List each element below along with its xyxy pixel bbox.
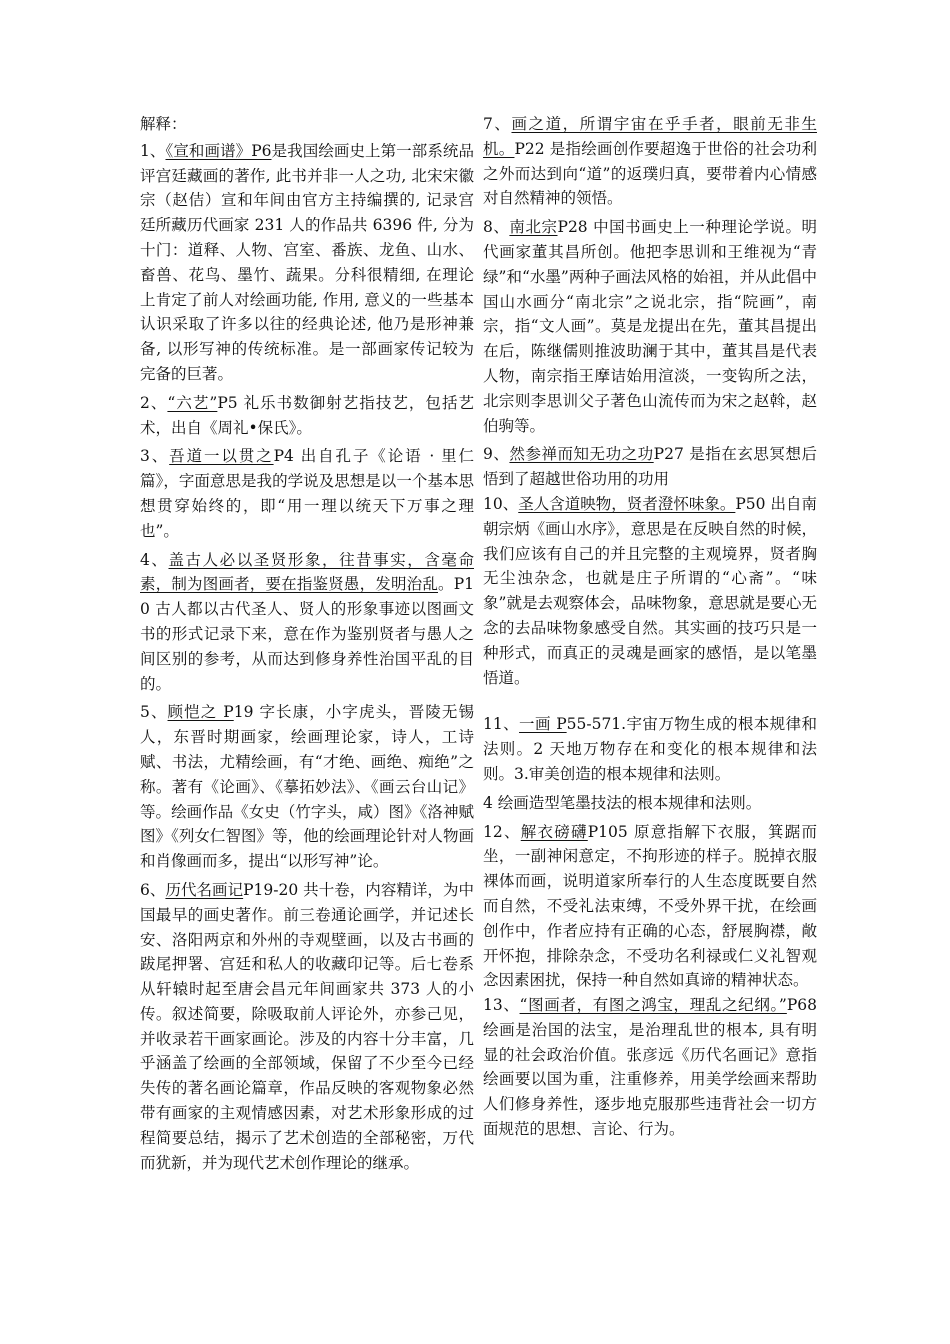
entry-5 <box>140 700 474 874</box>
entry-text: 是我国绘画史上第一部系统品评宫廷藏画的著作, 此书并非一人之功, 北宋宋徽宗（赵佶）宣和年间由官方主持编撰的, 记录宫廷所藏历代画家 231 人的作品共 6396 件, 分为十门：道释、人物、宫室、番族、龙鱼、山水、畜兽、花鸟、墨竹、蔬果。分科很精细, 在理论上肯定了前人对绘画功能, 作用, 意义的一些基本认识采取了许多以往的经典论述, 他乃是形神兼备, 以形写神的传统标准。是一部画家传记较为完备的巨著。 <box>140 141 474 383</box>
entry-number: 4、 <box>140 550 169 569</box>
entry-12 <box>483 820 817 994</box>
entry-7 <box>483 112 817 211</box>
entry-term: 顾恺之 P <box>167 703 234 722</box>
entry-text: P5 礼乐书数御射艺指技艺，包括艺术，出自《周礼•保氏》。 <box>140 393 474 437</box>
entry-text: P27 是指在玄思冥想后悟到了超越世俗功用的功用 <box>483 445 817 489</box>
entry-number: 7、 <box>483 115 512 133</box>
entry-term: 然参禅而知无功之功 <box>509 445 654 464</box>
entry-number: 12、 <box>483 822 521 841</box>
entry-number: 3、 <box>140 447 170 466</box>
entry-3 <box>140 444 474 543</box>
entry-9 <box>483 442 817 492</box>
right-column <box>483 112 817 1142</box>
entry-number: 6、 <box>140 880 166 899</box>
entry-term: “图画者，有图之鸿宝，理乱之纪纲。” <box>519 996 787 1015</box>
entry-number: 1、 <box>140 141 166 160</box>
entry-number: 13、 <box>483 996 520 1015</box>
entry-term: 画之道，所谓宇宙在乎手者，眼前无非生机。 <box>483 115 817 158</box>
entry-term: 盖古人必以圣贤形象，往昔事实，含毫命素，制为图画者，要在指鉴贤愚，发明治乱 <box>140 550 474 594</box>
entry-text: P105 原意指解下衣服，箕踞而坐，一副神闲意定，不拘形迹的样子。脱掉衣服裸体而画，说明道家所奉行的人生态度既要自然而自然，不受礼法束缚，不受外界干扰，在绘画创作中，作者应持有正确的心态，舒展胸襟，敞开怀抱，排除杂念，不受功名利禄或仁义礼智观念因素困扰，保持一种自然如真谛的精神状态。 <box>483 822 817 990</box>
entry-term: “六艺” <box>167 393 218 412</box>
entry-text: P28 中国书画史上一种理论学说。明代画家董其昌所创。他把李思训和王维视为“青绿”和“水墨”两种子画法风格的始祖，并从此倡中国山水画分“南北宗”之说北宗，指“院画”，南宗，指“文人画”。莫是龙提出在先，董其昌提出在后，陈继儒则推波助澜于其中，董其昌是代表人物，南宗指王摩诘始用渲淡，一变钩所之法，北宗则李思训父子著色山流传而为宋之赵斡，赵伯驹等。 <box>483 218 817 435</box>
entry-number: 5、 <box>140 703 168 722</box>
entry-term: 吾道一以贯之 <box>169 447 274 466</box>
entry-number: 9、 <box>483 445 510 464</box>
entry-text: P4 出自孔子《论语 · 里仁篇》，字面意思是我的学说及思想是以一个基本思想贯穿始终的，即“用一理以统天下万事之理也”。 <box>140 447 474 540</box>
entry-text: P19-20 共十卷，内容精详，为中国最早的画史著作。前三卷通论画学，并记述长安、洛阳两京和外州的寺观壁画，以及古书画的跋尾押署、宫廷和私人的收藏印记等。后七卷系从轩辕时起至唐会昌元年间画家共 373 人的小传。叙述简要，除吸取前人评论外，亦参己见，并收录若干画家画论。涉及的内容十分丰富，几乎涵盖了绘画的全部领域，保留了不少至今已经失传的著名画论篇章，作品反映的客观物象必然带有画家的主观情感因素，对艺术形象形成的过程简要总结，揭示了艺术创造的全部秘密，万代而犹新，并为现代艺术创作理论的继承。 <box>140 880 474 1172</box>
entry-1 <box>140 139 474 387</box>
entry-number: 10、 <box>483 494 519 513</box>
entry-text: 55-571.宇宙万物生成的根本规律和法则。2 天地万物存在和变化的根本规律和法则。3.审美创造的根本规律和法则。 <box>483 715 817 783</box>
entry-text: 19 字长康，小字虎头，晋陵无锡人，东晋时期画家，绘画理论家，诗人，工诗赋、书法，尤精绘画，有“才绝、画绝、痴绝”之称。著有《论画》、《摹拓妙法》、《画云台山记》等。绘画作品《女史（竹字头，咸）图》《洛神赋图》《列女仁智图》等，他的绘画理论针对人物画和肖像画而多，提出“以形写神”论。 <box>140 703 474 871</box>
entry-text: P50 出自南朝宗炳《画山水序》，意思是在反映自然的时候，我们应该有自己的并且完整的主观境界，贤者胸无尘浊杂念，也就是庄子所谓的“心斋”。“味象”就是去观察体会，品味物象，意思就是要心无念的去品味物象感受自然。其实画的技巧只是一种形式，而真正的灵魂是画家的感悟，是以笔墨悟道。 <box>483 494 817 687</box>
entry-11-continued: 4 绘画造型笔墨技法的根本规律和法则。 <box>483 793 762 812</box>
entry-term: 南北宗 <box>509 218 558 237</box>
entry-number: 11、 <box>483 715 520 734</box>
entry-11 <box>483 712 817 786</box>
left-column <box>140 112 474 1175</box>
entry-6 <box>140 878 474 1176</box>
entry-text: P22 是指绘画创作要超逸于世俗的社会功利之外而达到向“道”的返璞归真，要带着内心情感对自然精神的领悟。 <box>483 139 817 208</box>
entry-term: 历代名画记 <box>165 880 244 899</box>
entry-10 <box>483 492 817 690</box>
entry-term: 解衣磅礴 <box>520 822 588 841</box>
entry-text: P68 绘画是治国的法宝，是治理乱世的根本, 具有明显的社会政治价值。张彦远《历代名画记》意指绘画要以国为重，注重修养，用美学绘画来帮助人们修身养性，逐步地克服那些违背社会一切方面规范的思想、言论、行为。 <box>483 996 817 1139</box>
entry-2 <box>140 391 474 441</box>
section-heading: 解释： <box>140 115 187 133</box>
entry-term: 《宣和画谱》P6 <box>165 141 272 160</box>
entry-4 <box>140 548 474 697</box>
blank-line <box>483 690 817 712</box>
entry-term: 一画 P <box>519 715 567 734</box>
entry-13 <box>483 993 817 1142</box>
entry-term: 圣人含道映物，贤者澄怀味象。 <box>518 494 736 513</box>
entry-text: 。P10 古人都以古代圣人、贤人的形象事迹以图画文书的形式记录下来，意在作为鉴别贤者与愚人之间区别的参考，从而达到修身养性治国平乱的目的。 <box>140 575 474 693</box>
entry-number: 8、 <box>483 218 510 237</box>
entry-number: 2、 <box>140 393 168 412</box>
entry-8 <box>483 215 817 438</box>
